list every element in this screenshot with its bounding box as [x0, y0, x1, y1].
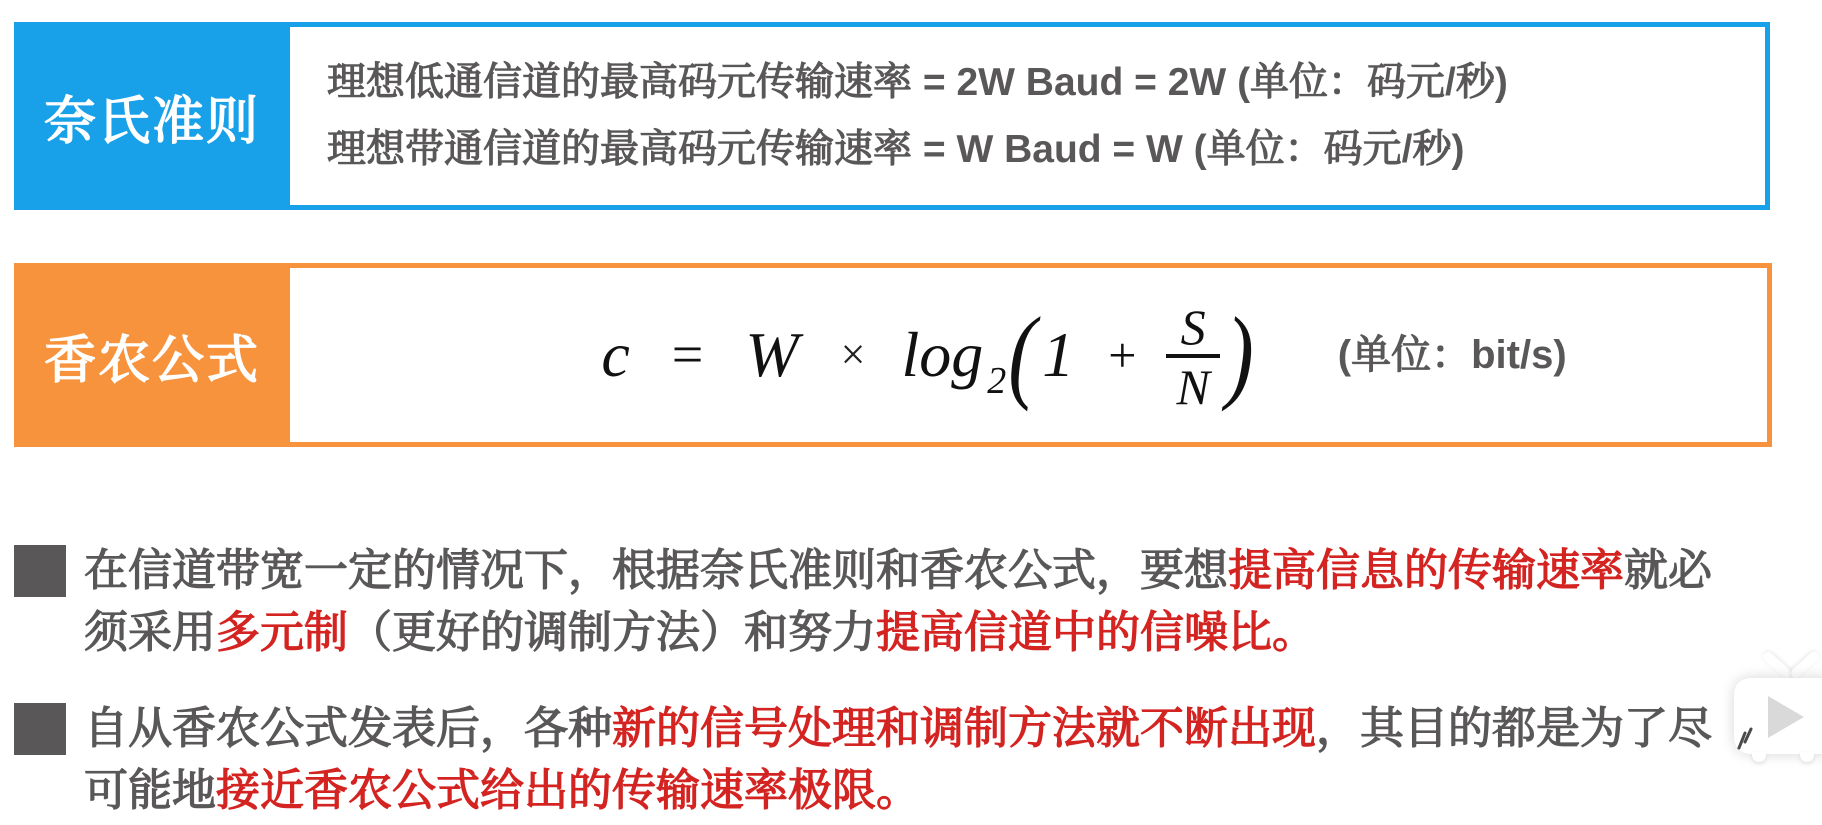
shannon-box-content	[285, 268, 1767, 442]
text-run-highlight: 多元制	[216, 608, 348, 657]
formula-bandwidth-var: W	[745, 319, 799, 390]
play-triangle-icon	[1768, 696, 1804, 738]
artifact-mark-icon	[1736, 726, 1754, 750]
tv-antenna-right-icon	[1789, 650, 1821, 680]
bullet-2-line-2	[84, 760, 1712, 822]
text-run: 就必	[1624, 546, 1712, 595]
bullet-square-icon	[14, 703, 66, 755]
shannon-box-label: 香农公式	[14, 263, 290, 447]
bullet-1-text	[84, 540, 1712, 664]
formula-equals: =	[671, 324, 704, 386]
text-run: 在信道带宽一定的情况下，根据奈氏准则和香农公式，要想	[84, 546, 1228, 595]
text-run: 自从香农公式发表后，各种	[84, 704, 612, 753]
bullet-2-text	[84, 698, 1712, 822]
bullet-paragraph-2	[14, 698, 1712, 822]
tv-foot-icon	[1800, 752, 1814, 762]
text-run: （更好的调制方法）和努力	[348, 608, 876, 657]
text-run-highlight: 提高信息的传输速率	[1228, 546, 1624, 595]
nyquist-box-content	[285, 27, 1765, 205]
formula-snr-fraction	[1166, 299, 1219, 415]
shannon-formula-box	[14, 263, 1772, 447]
formula-times-sign: ×	[840, 330, 866, 379]
text-run: 可能地	[84, 766, 216, 815]
formula-log-base: 2	[987, 360, 1007, 402]
formula-log: log	[901, 319, 984, 390]
nyquist-lowpass-line: 理想低通信道的最高码元传输速率 = 2W Baud = 2W (单位：码元/秒)	[327, 61, 1508, 104]
tv-antenna-left-icon	[1761, 650, 1793, 680]
text-run-highlight: 提高信道中的信噪比。	[876, 608, 1316, 657]
text-run: ，其目的都是为了尽	[1316, 704, 1712, 753]
text-run-highlight: 接近香农公式给出的传输速率极限。	[216, 766, 920, 815]
nyquist-box-label: 奈氏准则	[14, 22, 290, 210]
formula-capacity-var: c	[601, 319, 630, 390]
text-run-highlight: 新的信号处理和调制方法就不断出现	[612, 704, 1316, 753]
formula-signal-var: S	[1180, 299, 1206, 355]
tv-foot-icon	[1752, 752, 1766, 762]
formula-open-paren: (	[1008, 296, 1037, 413]
bullet-paragraph-1	[14, 540, 1712, 664]
bullet-1-line-1	[84, 540, 1712, 602]
shannon-formula	[581, 296, 1254, 415]
nyquist-criterion-box	[14, 22, 1770, 210]
shannon-unit-label: (单位：bit/s)	[1337, 332, 1567, 377]
text-run: 须采用	[84, 608, 216, 657]
bullet-1-line-2	[84, 602, 1712, 664]
formula-noise-var: N	[1166, 354, 1219, 412]
formula-plus-sign: +	[1108, 327, 1137, 383]
bullet-square-icon	[14, 545, 66, 597]
formula-close-paren: )	[1225, 296, 1254, 413]
nyquist-bandpass-line: 理想带通信道的最高码元传输速率 = W Baud = W (单位：码元/秒)	[327, 128, 1465, 171]
bullet-2-line-1	[84, 698, 1712, 760]
formula-one: 1	[1042, 319, 1075, 390]
